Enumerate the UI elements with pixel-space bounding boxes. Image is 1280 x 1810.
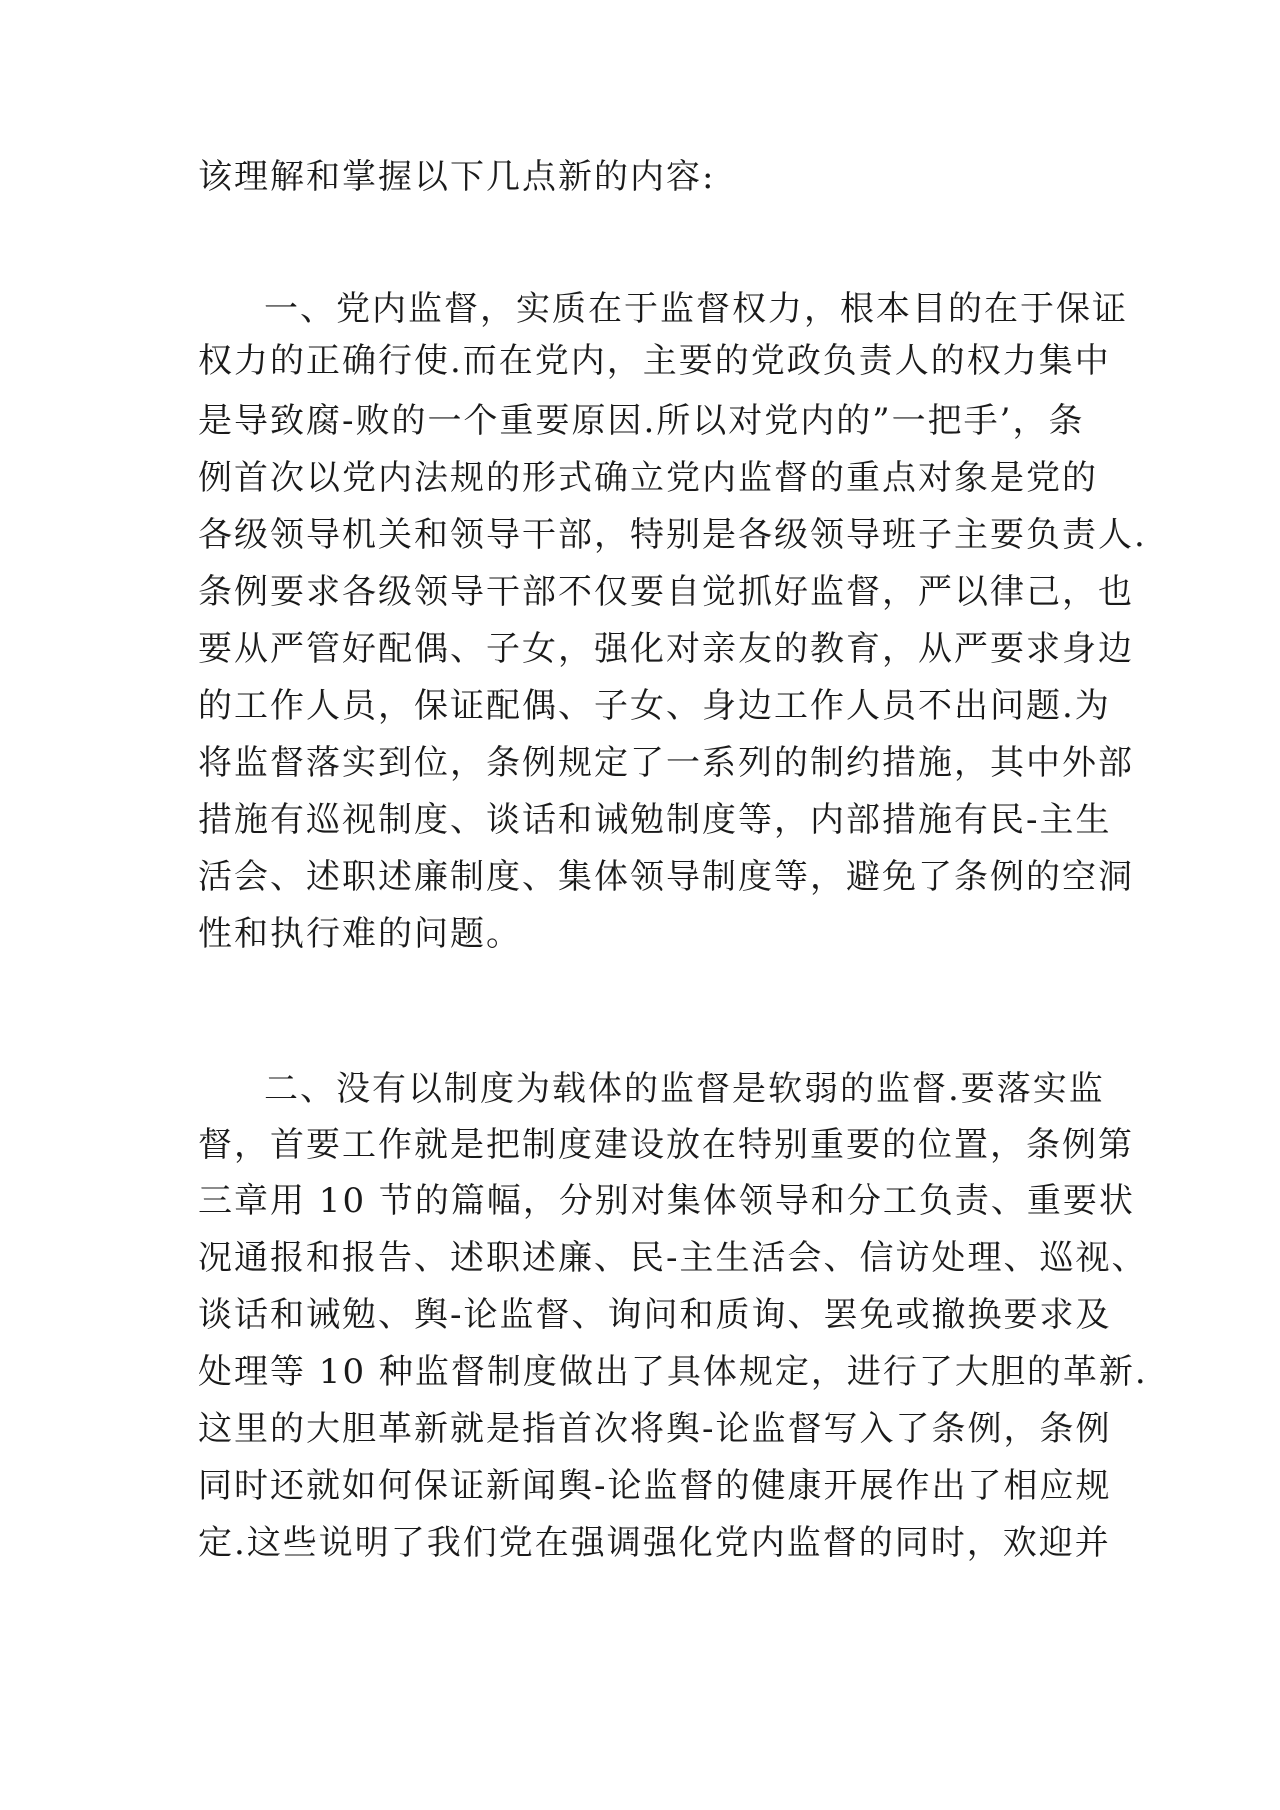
paragraph-2-line-8: 同时还就如何保证新闻舆-论监督的健康开展作出了相应规 <box>198 1466 1112 1506</box>
paragraph-1-line-6: 条例要求各级领导干部不仅要自觉抓好监督，严以律己，也 <box>198 572 1134 612</box>
paragraph-2-line-3: 三章用 10 节的篇幅，分别对集体领导和分工负责、重要状 <box>198 1181 1135 1221</box>
paragraph-2-line-7: 这里的大胆革新就是指首次将舆-论监督写入了条例，条例 <box>198 1409 1112 1449</box>
paragraph-1-line-1: 一、党内监督，实质在于监督权力，根本目的在于保证 <box>264 289 1128 329</box>
paragraph-2-line-1: 二、没有以制度为载体的监督是软弱的监督.要落实监 <box>264 1069 1105 1109</box>
paragraph-2-line-9: 定.这些说明了我们党在强调强化党内监督的同时，欢迎并 <box>198 1523 1111 1563</box>
paragraph-2-line-5: 谈话和诫勉、舆-论监督、询问和质询、罢免或撤换要求及 <box>198 1295 1112 1335</box>
paragraph-1-line-8: 的工作人员，保证配偶、子女、身边工作人员不出问题.为 <box>198 686 1111 726</box>
paragraph-2-line-2: 督，首要工作就是把制度建设放在特别重要的位置，条例第 <box>198 1125 1134 1165</box>
paragraph-1-line-2: 权力的正确行使.而在党内，主要的党政负责人的权力集中 <box>198 341 1111 381</box>
paragraph-1-line-9: 将监督落实到位，条例规定了一系列的制约措施，其中外部 <box>198 743 1134 783</box>
paragraph-1-line-7: 要从严管好配偶、子女，强化对亲友的教育，从严要求身边 <box>198 629 1134 669</box>
paragraph-1-line-3: 是导致腐-败的一个重要原因.所以对党内的”一把手’，条 <box>198 401 1085 441</box>
paragraph-1-line-11: 活会、述职述廉制度、集体领导制度等，避免了条例的空洞 <box>198 857 1134 897</box>
paragraph-2-line-6: 处理等 10 种监督制度做出了具体规定，进行了大胆的革新. <box>198 1352 1148 1392</box>
paragraph-1-line-12: 性和执行难的问题。 <box>198 914 522 954</box>
paragraph-2-line-4: 况通报和报告、述职述廉、民-主生活会、信访处理、巡视、 <box>198 1238 1148 1278</box>
paragraph-1-line-10: 措施有巡视制度、谈话和诫勉制度等，内部措施有民-主生 <box>198 800 1112 840</box>
paragraph-1-line-4: 例首次以党内法规的形式确立党内监督的重点对象是党的 <box>198 458 1098 498</box>
intro-line: 该理解和掌握以下几点新的内容: <box>198 157 716 197</box>
paragraph-1-line-5: 各级领导机关和领导干部，特别是各级领导班子主要负责人. <box>198 515 1147 555</box>
